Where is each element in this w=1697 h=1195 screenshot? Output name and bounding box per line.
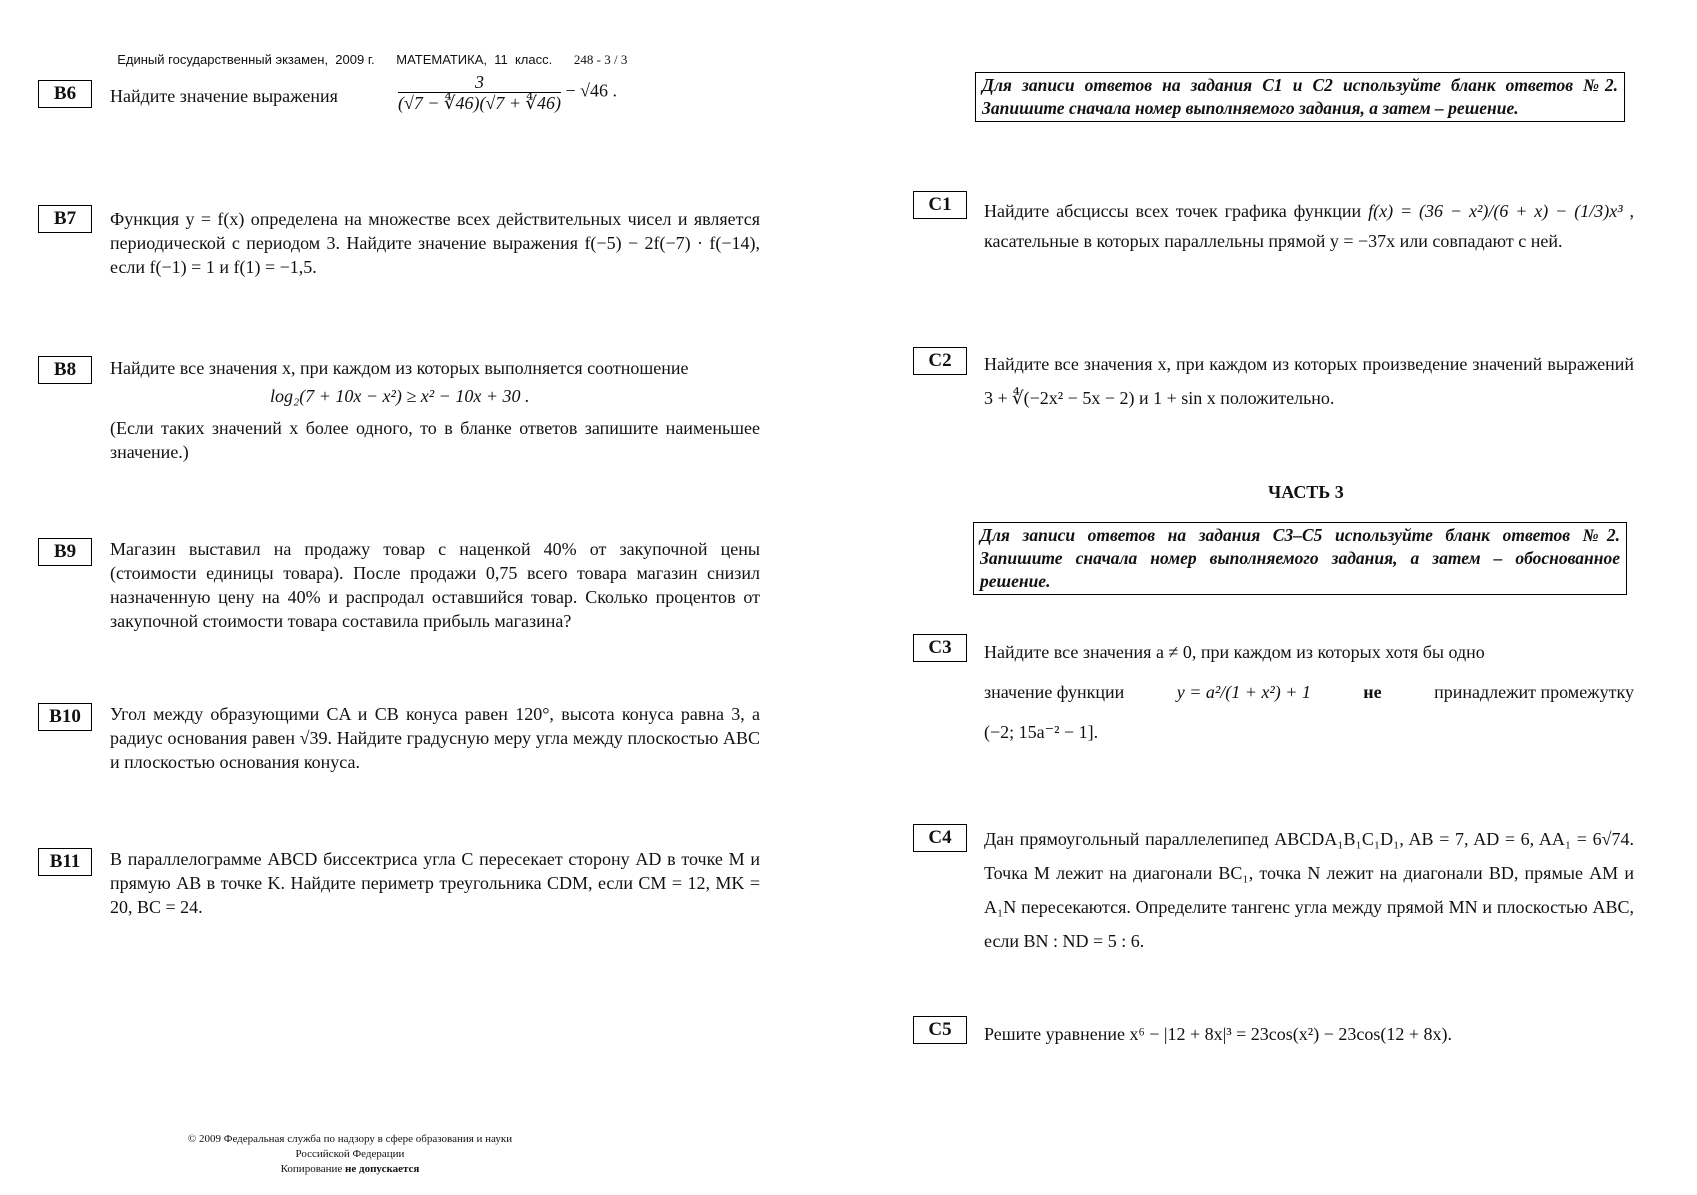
- c3-function: y = a²/(1 + x²) + 1: [1176, 682, 1311, 702]
- b8-note: (Если таких значений x более одного, то в бланке ответов запишите наименьшее значение.): [110, 418, 760, 462]
- task-label-c2: C2: [913, 347, 967, 375]
- task-label-b11: B11: [38, 848, 92, 876]
- c3-func-tail: принадлежит промежутку: [1434, 682, 1634, 702]
- subject-title: МАТЕМАТИКА, 11 класс.: [396, 52, 553, 67]
- task-label-c4: C4: [913, 824, 967, 852]
- b6-denominator: (√7 − ∜46)(√7 + ∜46): [398, 93, 561, 113]
- c3-func-label: значение функции: [984, 682, 1125, 702]
- task-label-b9: B9: [38, 538, 92, 566]
- c1-statement: Найдите абсциссы всех точек графика функции: [984, 201, 1362, 221]
- page-number: 248 - 3 / 3: [573, 52, 628, 67]
- c3-line2: [984, 672, 1634, 712]
- task-label-c5: C5: [913, 1016, 967, 1044]
- footer-copy-bold: не допускается: [345, 1163, 420, 1175]
- task-label-b6: B6: [38, 80, 92, 108]
- task-text-b6: [110, 84, 338, 108]
- c1-function: f(x) = (36 − x²)/(6 + x) − (1/3)x³ ,: [1368, 201, 1635, 221]
- b8-statement: Найдите все значения x, при каждом из которых выполняется соотношение: [110, 358, 689, 378]
- page-footer: [160, 1132, 540, 1177]
- c3-interval: (−2; 15a⁻² − 1].: [984, 722, 1099, 742]
- page-header: [110, 37, 627, 68]
- footer-copy-notice: [160, 1162, 540, 1177]
- task-label-c3: C3: [913, 634, 967, 662]
- task-text-b10: Угол между образующими CA и CB конуса равен 120°, высота конуса равна 3, а радиус основания равен √39. Найдите градусную меру угла между плоскостью ABC и плоскостью основания конуса.: [110, 704, 760, 772]
- b6-fraction: [398, 72, 561, 113]
- b6-numerator: 3: [398, 72, 561, 93]
- task-label-c1: C1: [913, 191, 967, 219]
- b6-expression: [398, 72, 617, 113]
- task-text-c3: [984, 632, 1634, 752]
- c3-statement: Найдите все значения a ≠ 0, при каждом из которых хотя бы одно: [984, 642, 1485, 662]
- exam-title: Единый государственный экзамен, 2009 г.: [117, 52, 375, 67]
- task-text-b11: В параллелограмме ABCD биссектриса угла C пересекает сторону AD в точке M и прямую AB в точке K. Найдите периметр треугольника CDM, если CM = 12, MK = 20, BC = 24.: [110, 849, 760, 917]
- notice-c1-c2: Для записи ответов на задания С1 и С2 используйте бланк ответов №2. Запишите сначала номер выполняемого задания, а затем – решение.: [975, 72, 1625, 122]
- task-label-b8: B8: [38, 356, 92, 384]
- task-text-b7: Функция y = f(x) определена на множестве всех действительных чисел и является периодической с периодом 3. Найдите значение выражения f(−5) − 2f(−7) · f(−14), если f(−1) = 1 и f(1) = −1,5.: [110, 209, 760, 277]
- c3-bold-word: не: [1363, 682, 1382, 702]
- b6-tail: − √46 .: [565, 80, 617, 101]
- task-text-b9: Магазин выставил на продажу товар с наценкой 40% от закупочной цены (стоимости единицы товара). После продажи 0,75 всего товара магазин снизил назначенную цену на 40% и распродал оставшийся товар. Сколько процентов от закупочной стоимости товара составила прибыль магазина?: [110, 539, 760, 631]
- c1-statement-cont: касательные в которых параллельны прямой y = −37x или совпадают с ней.: [984, 231, 1563, 251]
- task-label-b10: B10: [38, 703, 92, 731]
- task-text-c4: Дан прямоугольный параллелепипед ABCDA₁B₁C₁D₁, AB = 7, AD = 6, AA₁ = 6√74. Точка M лежит на диагонали BC₁, точка N лежит на диагонали BD, прямые AM и A₁N пересекаются. Определите тангенс угла между прямой MN и плоскостью ABC, если BN : ND = 5 : 6.: [984, 829, 1634, 951]
- part3-title: ЧАСТЬ 3: [1268, 482, 1344, 502]
- footer-copy-prefix: Копирование: [280, 1163, 343, 1175]
- b8-formula: log₂(7 + 10x − x²) ≥ x² − 10x + 30 .: [270, 386, 530, 406]
- task-text-c2: Найдите все значения x, при каждом из которых произведение значений выражений 3 + ∜(−2x² − 5x − 2) и 1 + sin x положительно.: [984, 354, 1634, 408]
- task-text-c1: [984, 196, 1634, 256]
- notice-c3-c5: Для записи ответов на задания С3–С5 используйте бланк ответов №2. Запишите сначала номер выполняемого задания, а затем – обоснованное решение.: [973, 522, 1627, 595]
- task-text-c5: Решите уравнение x⁶ − |12 + 8x|³ = 23cos(x²) − 23cos(12 + 8x).: [984, 1024, 1452, 1044]
- b6-statement: Найдите значение выражения: [110, 86, 338, 106]
- footer-copyright: © 2009 Федеральная служба по надзору в сфере образования и науки Российской Федерации: [187, 1133, 513, 1160]
- task-label-b7: B7: [38, 205, 92, 233]
- task-text-b8: [110, 356, 760, 464]
